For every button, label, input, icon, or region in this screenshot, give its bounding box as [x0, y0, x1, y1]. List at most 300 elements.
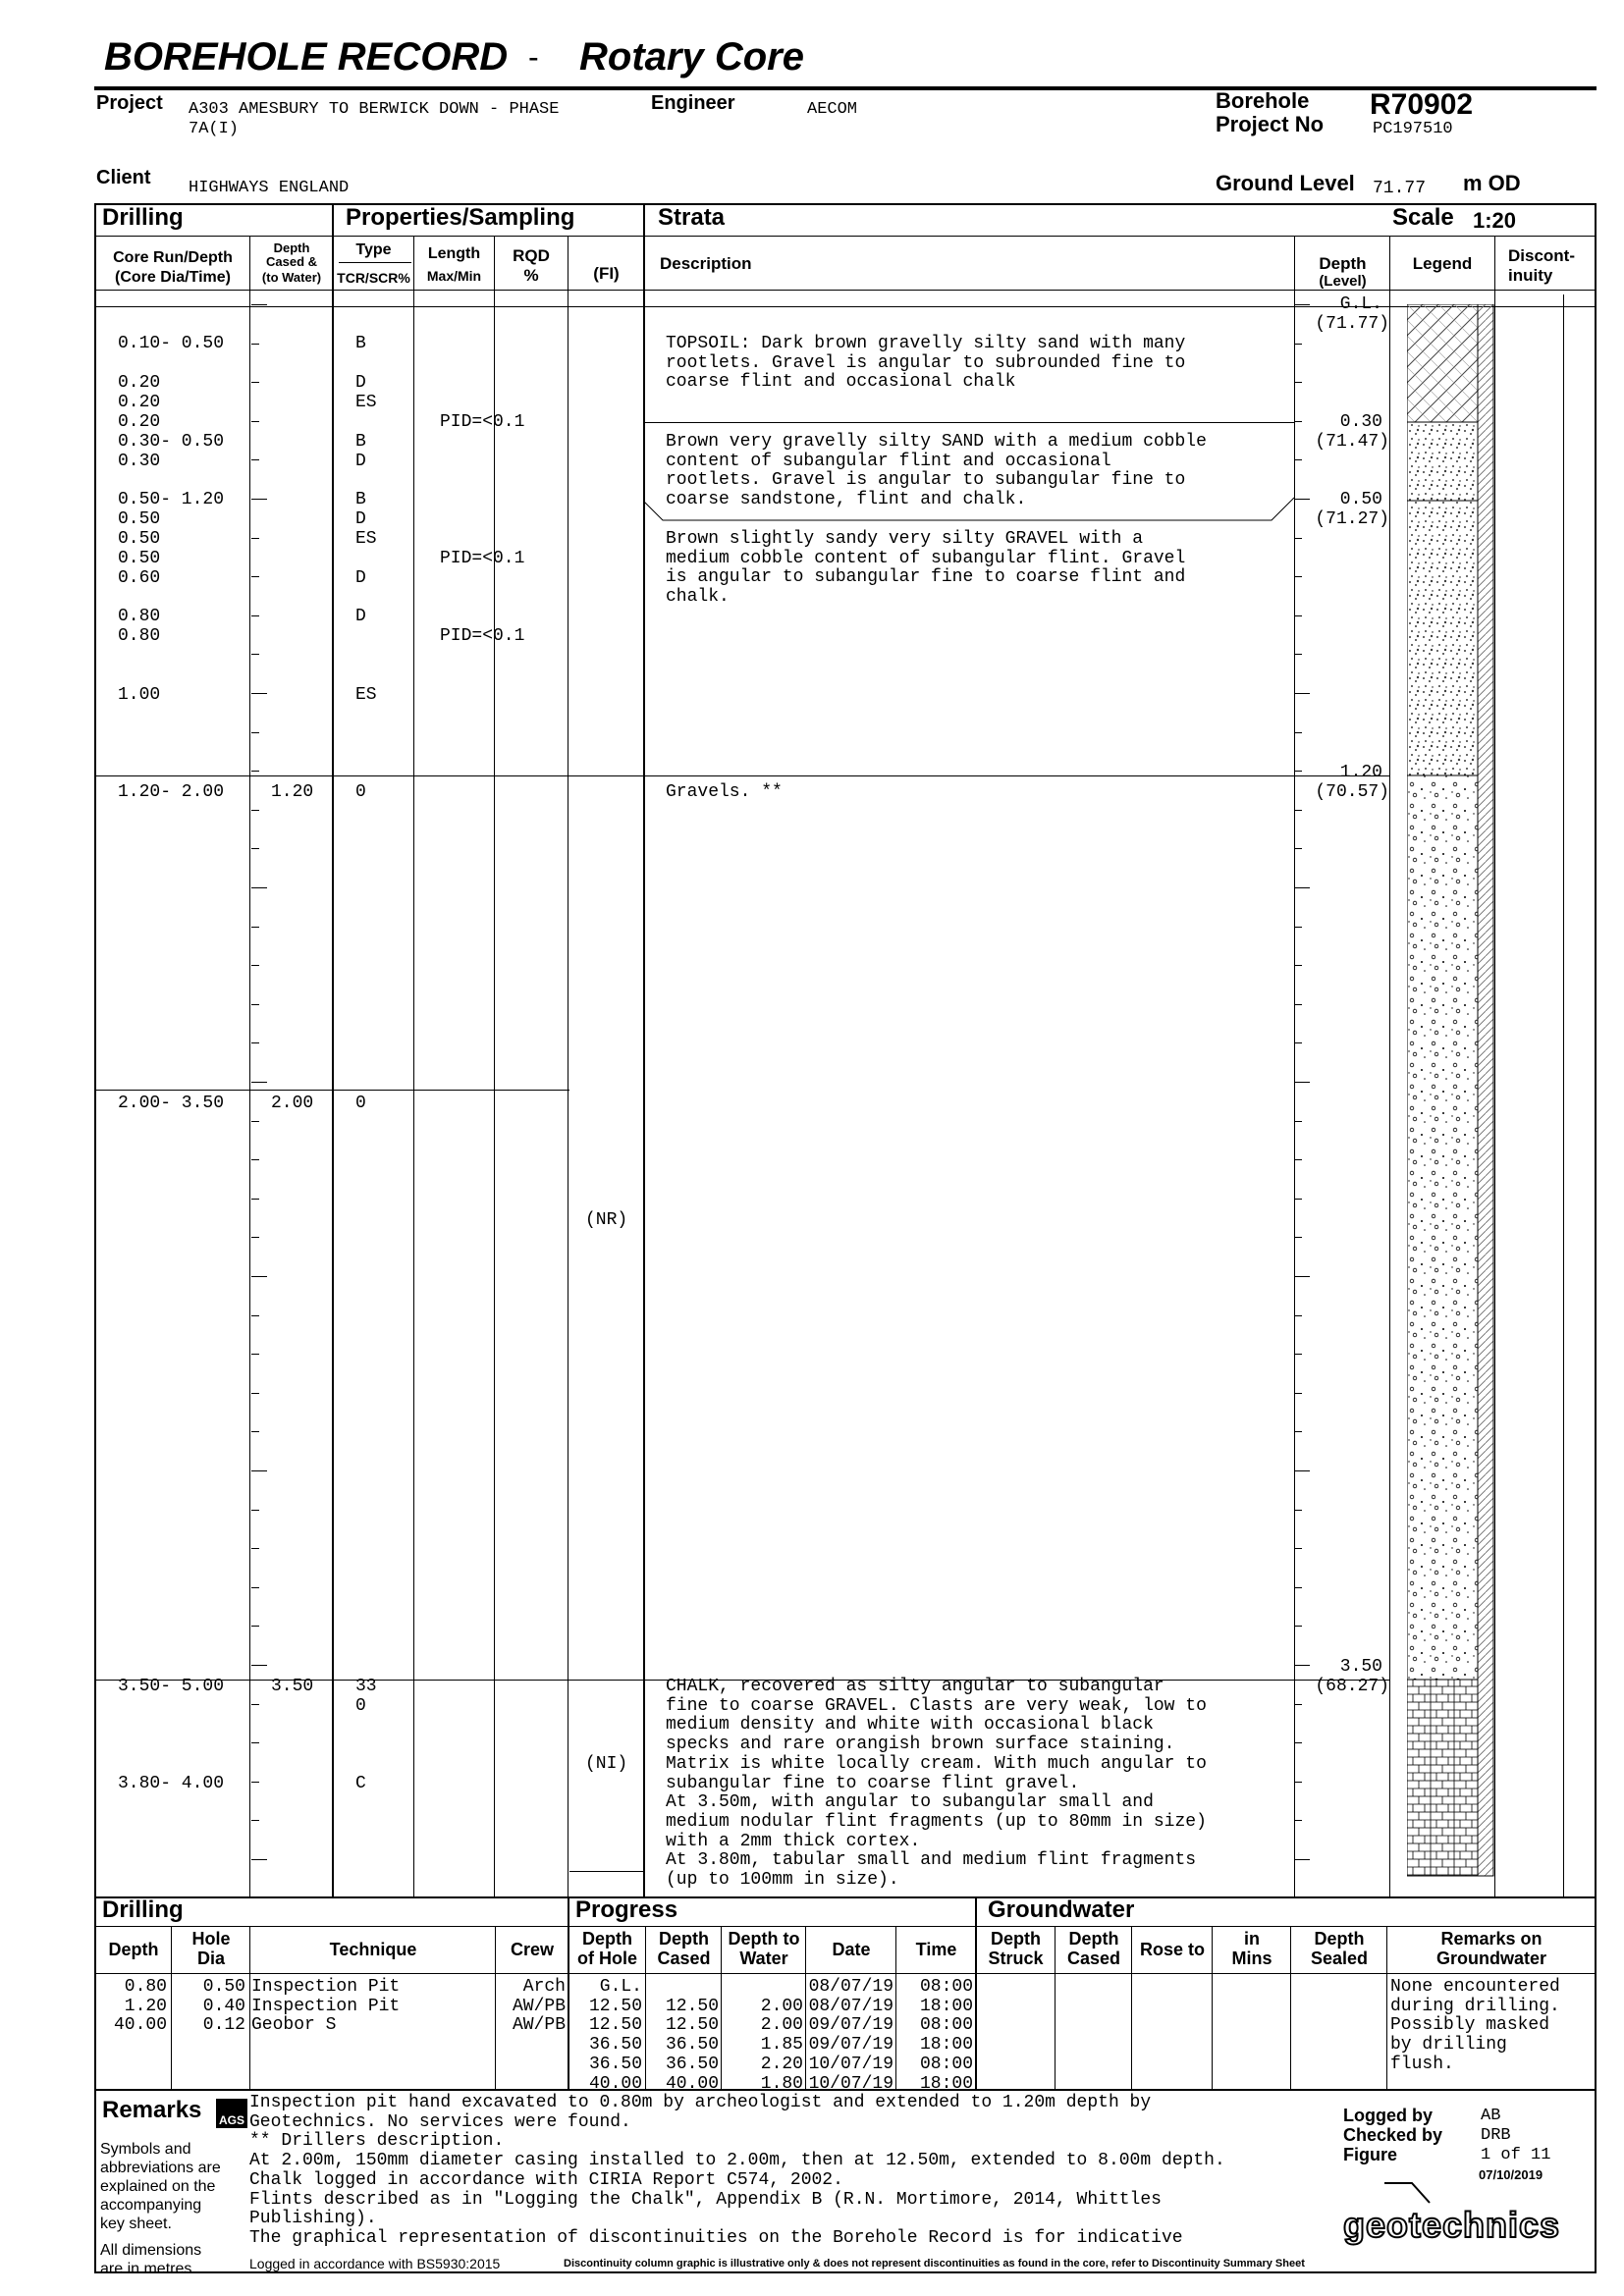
scale-tick — [251, 304, 267, 305]
scale-tick — [251, 1742, 259, 1743]
strata-boundary-030 — [643, 422, 1294, 423]
bt-h-crew: Crew — [510, 1940, 554, 1959]
progress-time: 18:00 — [919, 1996, 973, 2016]
scale-tick — [251, 1470, 267, 1471]
bt-line-14 — [1386, 1926, 1387, 2089]
scale-tick — [1294, 1587, 1302, 1588]
progress-depth-water: 2.00 — [760, 1996, 803, 2016]
strata-depth: 3.50 — [1339, 1657, 1382, 1677]
scale-tick — [251, 965, 259, 966]
col-header-core-dia: (Core Dia/Time) — [115, 269, 231, 286]
project-no-value: PC197510 — [1373, 120, 1453, 138]
scale-tick — [1294, 1354, 1302, 1355]
strata-description-line: specks and rare orangish brown surface staining. — [666, 1735, 1175, 1755]
scale-tick — [251, 1159, 259, 1160]
depth-cased-value: 3.50 — [271, 1677, 314, 1696]
side-note-2: abbreviations are — [100, 2160, 221, 2176]
strata-description-line: subangular fine to coarse flint gravel. — [666, 1773, 1080, 1793]
scale-tick — [1294, 1082, 1310, 1083]
scale-tick — [1294, 1548, 1302, 1549]
progress-depth-water: 2.20 — [760, 2054, 803, 2074]
col-header-description: Description — [660, 254, 752, 273]
sample-type: D — [355, 373, 366, 393]
remark-line: Publishing). — [249, 2209, 377, 2229]
bt-line-3 — [495, 1926, 496, 2089]
scale-tick — [251, 1354, 259, 1355]
drill-crew: AW/PB — [512, 1996, 566, 2016]
scale-tick — [1294, 304, 1310, 305]
scale-tick — [251, 538, 259, 539]
progress-depth-cased: 12.50 — [665, 1996, 719, 2016]
core-run-depth: 0.30 — [118, 452, 161, 471]
groundwater-remark-line: flush. — [1390, 2054, 1454, 2074]
drill-technique: Inspection Pit — [251, 1996, 401, 2016]
col-header-fi: (FI) — [593, 264, 620, 283]
bt-h-technique: Technique — [329, 1940, 417, 1959]
ground-level-value: 71.77 — [1373, 179, 1427, 198]
col-header-core-run: Core Run/Depth — [113, 249, 233, 266]
sample-type: ES — [355, 685, 377, 705]
progress-date: 08/07/19 — [808, 1996, 893, 2016]
strata-description-line: chalk. — [666, 587, 730, 608]
remark-line: At 2.00m, 150mm diameter casing installed to 2.00m, then at 12.50m, extended to 8.00m depth. — [249, 2151, 1225, 2171]
core-run-depth: 2.00- 3.50 — [118, 1094, 225, 1113]
scale-tick — [251, 810, 259, 811]
core-run-depth: 0.50- 1.20 — [118, 490, 225, 509]
remark-line: The graphical representation of discontinuities on the Borehole Record is for indicative — [249, 2227, 1183, 2248]
scale-tick — [251, 421, 259, 422]
frame-left — [94, 203, 96, 2273]
engineer-value: AECOM — [807, 100, 858, 119]
pid-reading: PID=<0.1 — [440, 549, 525, 568]
scale-tick — [251, 1704, 259, 1705]
bt-h-gw-cased: Cased — [1066, 1949, 1121, 1968]
progress-date: 08/07/19 — [808, 1977, 893, 1997]
col-header-inuity: inuity — [1508, 266, 1553, 285]
sample-type: 0 — [355, 1094, 366, 1113]
core-run-depth: 0.30- 0.50 — [118, 432, 225, 452]
strata-description-line: Brown slightly sandy very silty GRAVEL with a — [666, 529, 1144, 549]
col-line-length — [494, 236, 495, 1896]
col-header-depth-cased: Depth — [273, 240, 310, 255]
bt-h-cased: Cased — [657, 1949, 711, 1968]
core-run-depth: 0.80 — [118, 626, 161, 646]
scale-tick — [1294, 1237, 1302, 1238]
bt-h-dia: Dia — [196, 1949, 225, 1968]
sample-type: ES — [355, 393, 377, 412]
scale-tick — [251, 654, 259, 655]
progress-depth-cased: 40.00 — [665, 2073, 719, 2094]
strata-description-line: medium nodular flint fragments (up to 80mm in size) — [666, 1811, 1207, 1832]
scale-tick — [251, 1820, 259, 1821]
bt-h-time: Time — [915, 1940, 957, 1959]
strata-section-title: Strata — [658, 204, 726, 231]
scale-tick — [251, 1859, 267, 1860]
scale-tick — [251, 1199, 259, 1200]
drill-hole-dia: 0.12 — [202, 2015, 245, 2036]
report-date: 07/10/2019 — [1479, 2167, 1543, 2182]
strata-level: (71.47) — [1315, 432, 1389, 452]
ags-logo: AGS — [216, 2099, 247, 2128]
sample-type: 0 — [355, 782, 366, 802]
bt-h-groundwater: Groundwater — [1435, 1949, 1546, 1968]
scale-tick — [1294, 927, 1302, 928]
core-run-depth: 0.20 — [118, 412, 161, 432]
strata-depth: 1.20 — [1339, 763, 1382, 782]
strata-level: (71.27) — [1315, 509, 1389, 529]
scale-tick — [251, 1626, 259, 1627]
col-line-core — [249, 236, 250, 1896]
frame-right — [1595, 203, 1597, 2273]
strata-description-line: is angular to subangular fine to coarse flint and — [666, 567, 1186, 588]
borehole-label: Borehole — [1216, 88, 1310, 113]
scale-tick — [251, 1082, 267, 1083]
bottom-header-rule-2 — [94, 1973, 1597, 1974]
core-run-depth: 1.20- 2.00 — [118, 782, 225, 802]
col-line-strata — [643, 203, 645, 1896]
page-title: BOREHOLE RECORD — [104, 35, 509, 79]
client-value: HIGHWAYS ENGLAND — [189, 179, 350, 197]
strata-description-line: rootlets. Gravel is angular to subrounded fine to — [666, 352, 1186, 373]
progress-date: 10/07/19 — [808, 2073, 893, 2094]
bt-h-date: Date — [832, 1940, 871, 1959]
remark-line: Chalk logged in accordance with CIRIA Report C574, 2002. — [249, 2169, 843, 2190]
bt-h-in: in — [1244, 1929, 1260, 1949]
scale-tick — [251, 848, 259, 849]
scale-tick — [1294, 1742, 1302, 1743]
scale-tick — [1294, 421, 1302, 422]
title-dash: - — [528, 39, 539, 75]
drill-technique: Geobor S — [251, 2015, 337, 2036]
scale-tick — [1294, 1704, 1302, 1705]
progress-depth-of-hole: 40.00 — [588, 2073, 642, 2094]
section-rule — [94, 236, 1597, 237]
strata-description-line: rootlets. Gravel is angular to subangular fine to — [666, 470, 1186, 491]
strata-description-line: fine to coarse GRAVEL. Clasts are very weak, low to — [666, 1695, 1207, 1716]
col-header-tcr: TCR/SCR% — [337, 270, 410, 286]
scale-tick — [1294, 1431, 1302, 1432]
groundwater-title: Groundwater — [988, 1896, 1135, 1923]
bt-h-water: Water — [739, 1949, 788, 1968]
strata-description-line: Brown very gravelly silty SAND with a medium cobble — [666, 432, 1207, 452]
strata-description-line: Matrix is white locally cream. With much angular to — [666, 1753, 1207, 1774]
project-no-label: Project No — [1216, 112, 1325, 136]
col-line-legend — [1389, 236, 1390, 1896]
core-run-depth: 3.80- 4.00 — [118, 1774, 225, 1793]
bt-line-7 — [805, 1926, 806, 2089]
scale-tick — [1294, 1470, 1310, 1471]
progress-depth-water: 2.00 — [760, 2015, 803, 2036]
scale-tick — [251, 1548, 259, 1549]
sample-type: 33 — [355, 1677, 377, 1696]
strata-description-line: Gravels. ** — [666, 782, 783, 802]
bt-line-12 — [1212, 1926, 1213, 2089]
scale-tick — [251, 382, 259, 383]
bt-h-depth-sealed: Depth — [1314, 1929, 1365, 1949]
bt-h-depth-cased: Depth — [659, 1929, 709, 1949]
scale-tick — [251, 1510, 259, 1511]
pid-reading: PID=<0.1 — [440, 626, 525, 646]
progress-time: 18:00 — [919, 2035, 973, 2056]
scale-tick — [251, 615, 259, 616]
bt-h-of-hole: of Hole — [577, 1949, 637, 1968]
fracture-index: (NI) — [585, 1754, 628, 1774]
progress-depth-of-hole: 12.50 — [588, 1996, 642, 2016]
side-note-3: explained on the — [100, 2178, 216, 2195]
side-note-4: accompanying — [100, 2197, 202, 2214]
scale-tick — [251, 1004, 259, 1005]
col-header-rqd-pct: % — [523, 266, 539, 285]
drill-crew: Arch — [522, 1977, 566, 1997]
strata-description-line: (up to 100mm in size). — [666, 1870, 899, 1890]
remark-line: ** Drillers description. — [249, 2131, 505, 2152]
scale-tick — [1294, 459, 1302, 460]
scale-tick — [1294, 654, 1302, 655]
progress-date: 09/07/19 — [808, 2015, 893, 2036]
bt-line-9 — [975, 1896, 977, 2089]
strata-boundary-120 — [94, 775, 1389, 776]
sample-type: D — [355, 509, 366, 529]
side-note-7: are in metres. — [100, 2261, 196, 2277]
scale-tick — [251, 887, 267, 888]
scale-tick — [1294, 576, 1302, 577]
scale-tick — [251, 732, 259, 733]
figure-label: Figure — [1343, 2145, 1398, 2164]
core-run-depth: 0.60 — [118, 568, 161, 588]
project-value-2: 7A(I) — [189, 120, 240, 138]
bottom-header-rule — [94, 1926, 1597, 1927]
checked-by-label: Checked by — [1343, 2125, 1443, 2145]
col-header-level: (Level) — [1319, 273, 1367, 290]
ground-level-unit: m OD — [1463, 171, 1521, 195]
progress-title: Progress — [575, 1896, 678, 1923]
strata-description-line: with a 2mm thick cortex. — [666, 1831, 921, 1851]
scale-tick — [1294, 1626, 1302, 1627]
scale-tick — [251, 459, 259, 460]
bt-line-6 — [721, 1926, 722, 2089]
bt-line-1 — [171, 1926, 172, 2089]
progress-depth-of-hole: 12.50 — [588, 2015, 642, 2036]
drill-depth: 1.20 — [124, 1996, 167, 2016]
groundwater-remark-line: during drilling. — [1390, 1996, 1560, 2016]
type-underline — [339, 262, 411, 263]
scale-label: Scale — [1392, 204, 1454, 231]
bt-h-hole: Hole — [191, 1929, 231, 1949]
bottom-drilling-title: Drilling — [102, 1896, 184, 1923]
scale-tick — [251, 1393, 259, 1394]
core-run-depth: 0.20 — [118, 393, 161, 412]
scale-tick — [1294, 771, 1302, 772]
core-run-depth: 0.50 — [118, 549, 161, 568]
strata-description-line: At 3.80m, tabular small and medium flint fragments — [666, 1850, 1197, 1871]
bt-h-rose-to: Rose to — [1139, 1940, 1205, 1959]
scale-tick — [251, 1042, 259, 1043]
progress-depth-cased: 12.50 — [665, 2015, 719, 2036]
remarks-label: Remarks — [102, 2097, 202, 2123]
page-subtitle: Rotary Core — [579, 35, 804, 79]
col-header-rqd: RQD — [513, 246, 550, 265]
scale-tick — [1294, 1159, 1302, 1160]
strata-description-line: CHALK, recovered as silty angular to subangular — [666, 1677, 1164, 1696]
footer-bs-note: Logged in accordance with BS5930:2015 — [249, 2256, 501, 2271]
side-note-1: Symbols and — [100, 2141, 191, 2158]
scale-tick — [251, 1782, 259, 1783]
strata-level: (68.27) — [1315, 1677, 1389, 1696]
strata-description-line: coarse sandstone, flint and chalk. — [666, 490, 1027, 510]
sample-type: ES — [355, 529, 377, 549]
col-header-discont: Discont- — [1508, 246, 1575, 265]
progress-depth-cased: 36.50 — [665, 2035, 719, 2056]
sample-type: B — [355, 334, 366, 353]
scale-tick — [251, 771, 259, 772]
bt-line-13 — [1290, 1926, 1291, 2089]
frame-bottom — [94, 2271, 1597, 2273]
core-run-depth: 0.80 — [118, 607, 161, 626]
legend-graphic — [1407, 304, 1495, 1880]
figure-value: 1 of 11 — [1481, 2146, 1551, 2164]
progress-depth-of-hole: 36.50 — [588, 2054, 642, 2074]
groundwater-remark-line: Possibly masked — [1390, 2015, 1550, 2036]
drill-technique: Inspection Pit — [251, 1977, 401, 1997]
strata-depth: 0.30 — [1339, 412, 1382, 432]
progress-date: 10/07/19 — [808, 2054, 893, 2074]
bt-h-sealed: Sealed — [1310, 1949, 1369, 1968]
progress-depth-cased: 36.50 — [665, 2054, 719, 2074]
progress-depth-water: 1.80 — [760, 2073, 803, 2094]
scale-tick — [1294, 538, 1302, 539]
col-line-cased — [332, 203, 334, 1896]
scale-tick — [1294, 1665, 1310, 1666]
scale-tick — [1294, 810, 1302, 811]
col-header-type: Type — [355, 241, 392, 258]
side-note-5: key sheet. — [100, 2216, 172, 2232]
remark-line: Flints described as in "Logging the Chalk", Appendix B (R.N. Mortimore, 2014, Whittles — [249, 2189, 1162, 2210]
bt-line-2 — [249, 1926, 250, 2089]
strata-description-line: medium cobble content of subangular flint. Gravel — [666, 548, 1186, 568]
strata-description-line: At 3.50m, with angular to subangular small and — [666, 1792, 1154, 1813]
remark-line: Geotechnics. No services were found. — [249, 2111, 631, 2132]
scale-tick — [251, 1587, 259, 1588]
sample-type: B — [355, 490, 366, 509]
bt-line-8 — [895, 1926, 896, 2089]
strata-description-line: medium density and white with occasional black — [666, 1715, 1154, 1735]
scale-tick — [1294, 1782, 1302, 1783]
bt-h-depth-to: Depth to — [728, 1929, 800, 1949]
progress-time: 08:00 — [919, 2054, 973, 2074]
engineer-label: Engineer — [651, 92, 735, 114]
sample-type: B — [355, 432, 366, 452]
scale-tick — [1294, 499, 1310, 500]
depth-cased-value: 1.20 — [271, 782, 314, 802]
bottom-section-top — [94, 1896, 1597, 1898]
sample-type: D — [355, 607, 366, 626]
sample-type: D — [355, 568, 366, 588]
drill-depth: 0.80 — [124, 1977, 167, 1997]
col-header-depth: Depth — [1319, 254, 1367, 273]
scale-tick — [1294, 1004, 1302, 1005]
scale-tick — [1294, 848, 1302, 849]
remarks-side-notes — [100, 2140, 221, 2278]
bt-line-11 — [1131, 1926, 1132, 2089]
groundwater-remark-line: by drilling — [1390, 2035, 1507, 2056]
scale-tick — [251, 1431, 259, 1432]
scale-tick — [1294, 1042, 1302, 1043]
scale-tick — [251, 1121, 259, 1122]
scale-tick — [1294, 1199, 1302, 1200]
bt-h-gw-depth-cased: Depth — [1068, 1929, 1119, 1949]
col-header-legend: Legend — [1412, 254, 1473, 273]
sample-type: D — [355, 452, 366, 471]
logo-arrow-icon — [1382, 2181, 1432, 2207]
core-run-depth: 0.20 — [118, 373, 161, 393]
scale-tick — [1294, 1510, 1302, 1511]
scale-tick — [251, 1237, 259, 1238]
borehole-value: R70902 — [1370, 88, 1474, 121]
run-boundary-200 — [94, 1090, 569, 1091]
sample-type: C — [355, 1774, 366, 1793]
progress-time: 18:00 — [919, 2073, 973, 2094]
remark-line: Inspection pit hand excavated to 0.80m by archeologist and extended to 1.20m depth by — [249, 2093, 1152, 2112]
discont-inner-line — [1563, 294, 1564, 1896]
footer-discontinuity-note: Discontinuity column graphic is illustrative only & does not represent discontinuities as found in the core, refer to Discontinuity Summary Sheet — [564, 2258, 1305, 2269]
drill-hole-dia: 0.50 — [202, 1977, 245, 1997]
strata-depth: 0.50 — [1339, 490, 1382, 509]
col-line-type — [413, 236, 414, 1896]
project-label: Project — [96, 92, 163, 114]
progress-date: 09/07/19 — [808, 2035, 893, 2056]
col-header-depth-cased-2: Cased & — [265, 254, 318, 269]
scale-tick — [251, 1665, 267, 1666]
drill-crew: AW/PB — [512, 2015, 566, 2036]
ground-level-label: Ground Level — [1216, 171, 1355, 195]
client-label: Client — [96, 167, 151, 188]
strata-level: (71.77) — [1315, 314, 1389, 334]
progress-depth-of-hole: 36.50 — [588, 2035, 642, 2056]
scale-tick — [251, 499, 267, 500]
bt-line-5 — [645, 1926, 646, 2089]
col-header-depth-cased-3: (to Water) — [261, 270, 322, 285]
col-header-length: Length — [427, 245, 481, 262]
scale-tick — [1294, 693, 1310, 694]
strata-level: (70.57) — [1315, 782, 1389, 802]
table-top-rule — [94, 203, 1597, 205]
scale-tick — [1294, 1121, 1302, 1122]
project-value: A303 AMESBURY TO BERWICK DOWN - PHASE — [189, 100, 560, 119]
drilling-section-title: Drilling — [102, 204, 184, 231]
scale-tick — [1294, 615, 1302, 616]
bt-h-depth: Depth — [108, 1940, 159, 1959]
scale-tick — [1294, 732, 1302, 733]
progress-time: 08:00 — [919, 2015, 973, 2036]
scale-tick — [1294, 344, 1302, 345]
drill-depth: 40.00 — [113, 2015, 167, 2036]
core-run-depth: 0.10- 0.50 — [118, 334, 225, 353]
scale-tick — [1294, 1820, 1302, 1821]
scale-tick — [1294, 1859, 1310, 1860]
scale-tick — [1294, 887, 1310, 888]
core-run-depth: 0.50 — [118, 529, 161, 549]
bt-h-struck: Struck — [988, 1949, 1044, 1968]
col-header-maxmin: Max/Min — [426, 268, 482, 284]
strata-depth: G.L. — [1339, 294, 1382, 314]
scale-value: 1:20 — [1473, 208, 1517, 233]
properties-section-title: Properties/Sampling — [346, 204, 575, 231]
drill-hole-dia: 0.40 — [202, 1996, 245, 2016]
scale-tick — [1294, 965, 1302, 966]
strata-description-line: coarse flint and occasional chalk — [666, 372, 1016, 393]
core-run-depth: 0.50 — [118, 509, 161, 529]
pid-reading: PID=<0.1 — [440, 412, 525, 432]
